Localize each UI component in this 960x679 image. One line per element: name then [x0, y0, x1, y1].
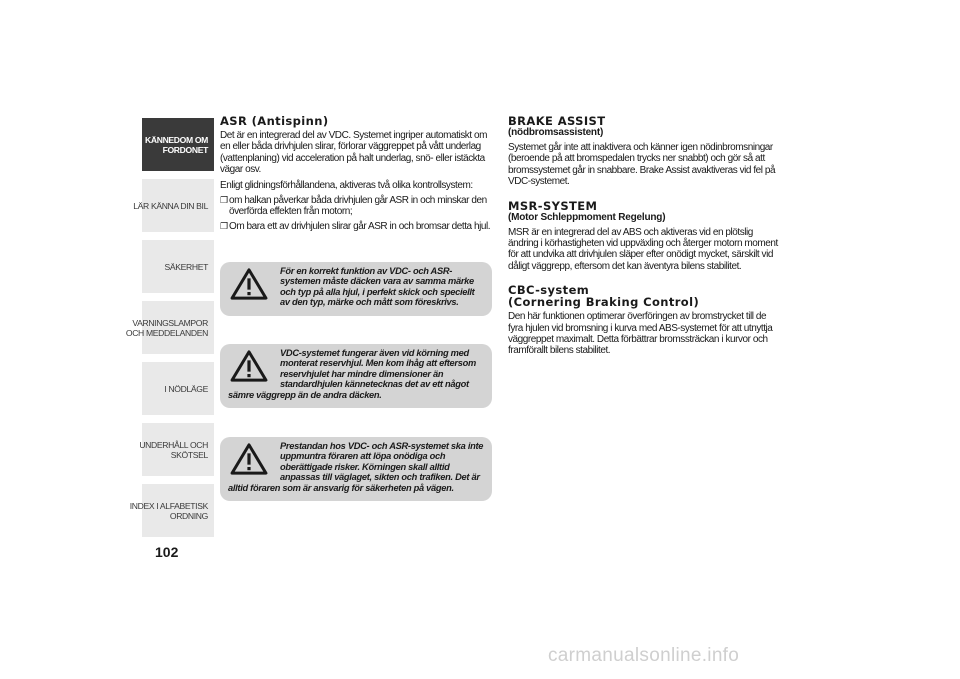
tab-label-line: SÄKERHET [164, 261, 208, 272]
warning-triangle-icon [230, 350, 274, 384]
warning-note-tires [220, 262, 492, 316]
tab-i-nodlage[interactable] [142, 362, 214, 419]
checkbox-bullet-icon: ❐ [220, 195, 229, 206]
asr-paragraph-1: Det är en integrerad del av VDC. Systemet ingriper automatiskt om en eller båda drivhjulen slirar, förlorar väggreppet på vått underlag (vattenplaning) vid acceleration på halt underlag, snö- eller istäckta vägar osv. [220, 130, 487, 176]
tab-label-line: ORDNING [169, 510, 208, 521]
msr-heading: MSR-SYSTEM [508, 198, 598, 213]
checkbox-bullet-icon: ❐ [220, 220, 229, 231]
tab-underhall-och-skotsel[interactable] [139, 423, 214, 480]
tab-index[interactable] [129, 484, 214, 541]
tab-lar-kanna-din-bil[interactable] [133, 179, 214, 236]
tab-label-line: FORDONET [162, 144, 208, 155]
brake-assist-text: Systemet går inte att inaktivera och känner igen nödinbromsningar (beroende på att bromspedalen trycks ner snabbt) och gör så att bromssystemet går in snabbare. Brake Assist avaktiveras vid fel på VDC-systemet. [508, 142, 776, 188]
right-column [508, 115, 780, 361]
tab-kannedom-om-fordonet[interactable] [142, 118, 214, 175]
watermark-footer: carmanualsonline.info [548, 645, 740, 666]
cbc-text: Den här funktionen optimerar överföringen av bromstrycket till de fyra hjulen vid bromsning i kurva med ABS-systemet för att utnyttja väggreppet maximalt. Detta förbättrar bromssträckan i kurvor och framförallt bilens stabilitet. [508, 311, 773, 357]
list-item [220, 221, 492, 232]
left-column [220, 114, 492, 493]
tab-label-line: KÄNNEDOM OM [145, 134, 208, 145]
warning-triangle-icon [230, 268, 274, 302]
warning-note-performance [220, 437, 492, 501]
brake-assist-subheading: (nödbromsassistent) [508, 127, 604, 138]
warning-note-text: För en korrekt funktion av VDC- och ASR-systemen måste däcken vara av samma märke och typ på alla hjul, i perfekt skick och speciellt av den typ, märke och mått som föreskrivs. [280, 266, 475, 308]
chapter-sidebar [125, 118, 214, 542]
warning-note-text: VDC-systemet fungerar även vid körning med monterat reservhjul. Men kom ihåg att eftersom reservhjulet har mindre dimensioner än standardhjulen kännetecknas det av ett något sämre väggrepp än de andra däcken. [228, 348, 476, 400]
warning-note-spare-wheel [220, 344, 492, 408]
asr-paragraph-2: Enligt glidningsförhållandena, aktiveras två olika kontrollsystem: [220, 179, 473, 191]
list-item [220, 195, 492, 218]
tab-varningslampor[interactable] [125, 301, 214, 358]
brake-assist-heading: BRAKE ASSIST [508, 114, 606, 128]
cbc-heading-line-2: (Cornering Braking Control) [508, 295, 700, 310]
page-number: 102 [155, 544, 179, 560]
cbc-heading-line-1: CBC-system [508, 283, 590, 298]
msr-text: MSR är en integrerad del av ABS och aktiveras vid en plötslig ändring i körhastigheten vid uppväxling och återger motorn moment för att undvika att drivhjulen släper efter onödigt mycket, särskilt vid dåligt väggrepp, eftersom det kan äventyra bilens stabilitet. [508, 226, 778, 272]
list-item-text: Om bara ett av drivhjulen slirar går ASR in och bromsar detta hjul. [229, 220, 491, 232]
tab-label-line: SKÖTSEL [170, 449, 208, 460]
warning-note-text: Prestandan hos VDC- och ASR-systemet ska inte uppmuntra föraren att löpa onödiga och oberättigade risker. Körningen skall alltid anpassas till väglaget, sikten och trafiken. Det är alltid föraren som är ansvarig för säkerheten på vägen. [228, 441, 484, 493]
tab-label-line: OCH MEDDELANDEN [125, 327, 208, 338]
tab-label-line: I NÖDLÄGE [164, 383, 208, 394]
list-item-text: om halkan påverkar båda drivhjulen går ASR in och minskar den överförda effekten från motorn; [229, 195, 487, 218]
tab-sakerhet[interactable] [142, 240, 214, 297]
msr-subheading: (Motor Schleppmoment Regelung) [508, 211, 666, 223]
tab-label-line: VARNINGSLAMPOR [132, 317, 208, 328]
tab-label-line: UNDERHÅLL OCH [139, 439, 208, 450]
asr-heading: ASR (Antispinn) [220, 114, 329, 128]
tab-label-line: LÄR KÄNNA DIN BIL [133, 200, 208, 211]
warning-triangle-icon [230, 443, 274, 477]
tab-label-line: INDEX I ALFABETISK [129, 500, 208, 511]
